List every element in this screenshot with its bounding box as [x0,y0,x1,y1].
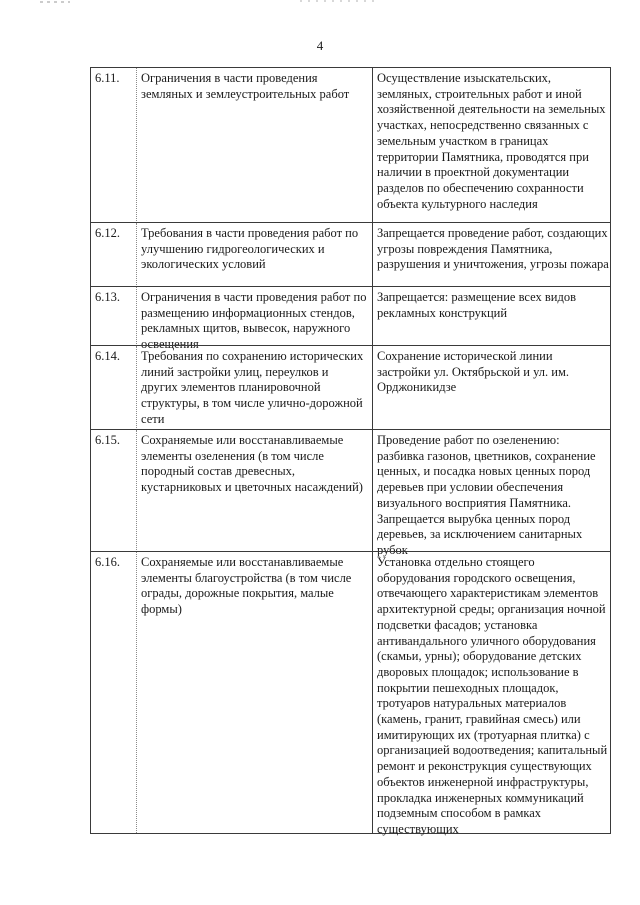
row-topic: Требования по сохранению исторических линий застройки улиц, переулков и других элементов планировочной структуры, в том числе улично-дорожной сети [141,349,364,426]
row-number: 6.15. [95,433,120,447]
table-row-6-16 [90,551,611,834]
table-row-6-12 [90,222,611,287]
row-topic: Требования в части проведения работ по улучшению гидрогеологических и экологических условий [141,226,359,272]
row-number: 6.12. [95,226,120,240]
table-row-6-14 [90,345,611,430]
scan-edge-marks [0,0,640,20]
row-detail: Запрещается: размещение всех видов рекламных конструкций [377,290,576,320]
row-topic: Ограничения в части проведения земляных и землеустроительных работ [141,71,350,101]
table-row-6-11 [90,67,611,223]
table-row-6-15 [90,429,611,557]
page-number: 4 [316,38,324,53]
row-detail: Осуществление изыскательских, земляных, строительных работ и иной хозяйственной деятельности на земельных участках, непосредственно связанных с земельным участком в границах территории Памятника, проводятся при наличии в проектной документации разделов по обеспечению сохранности объекта культурного наследия [377,71,606,211]
row-detail: Установка отдельно стоящего оборудования городского освещения, отвечающего характеристикам элементов архитектурной среды; организация ночной подсветки фасадов; установка антивандального уличного оборудования (скамьи, урны); оборудование детских дворовых площадок; использование в покрытии пешеходных площадок, тротуаров натуральных материалов (камень, гранит, гравийная смесь) или имитирующих их (тротуарная плитка) с организацией водоотведения; капитальный ремонт и реконструкция существующих объектов инженерной инфраструктуры, прокладка инженерных коммуникаций подземным способом в рамках существующих [377,555,608,836]
row-detail: Проведение работ по озеленению: разбивка газонов, цветников, сохранение ценных, и посадка новых ценных пород деревьев при условии обеспечения визуального восприятия Памятника. Запрещается вырубка ценных пород деревьев, за исключением санитарных рубок [377,433,596,557]
table-row-6-13 [90,286,611,352]
row-number: 6.11. [95,71,120,85]
row-number: 6.14. [95,349,120,363]
row-detail: Запрещается проведение работ, создающих угрозы повреждения Памятника, разрушения и уничтожения, угрозы пожара [377,226,609,272]
row-topic: Сохраняемые или восстанавливаемые элементы благоустройства (в том числе ограды, дорожные покрытия, малые формы) [141,555,352,617]
row-detail: Сохранение исторической линии застройки ул. Октябрьской и ул. им. Орджоникидзе [377,349,569,395]
row-number: 6.16. [95,555,120,569]
row-topic: Ограничения в части проведения работ по размещению информационных стендов, рекламных щитов, вывесок, наружного освещения [141,290,367,352]
row-number: 6.13. [95,290,120,304]
row-topic: Сохраняемые или восстанавливаемые элементы озеленения (в том числе породный состав древесных, кустарниковых и цветочных насаждений) [141,433,363,495]
